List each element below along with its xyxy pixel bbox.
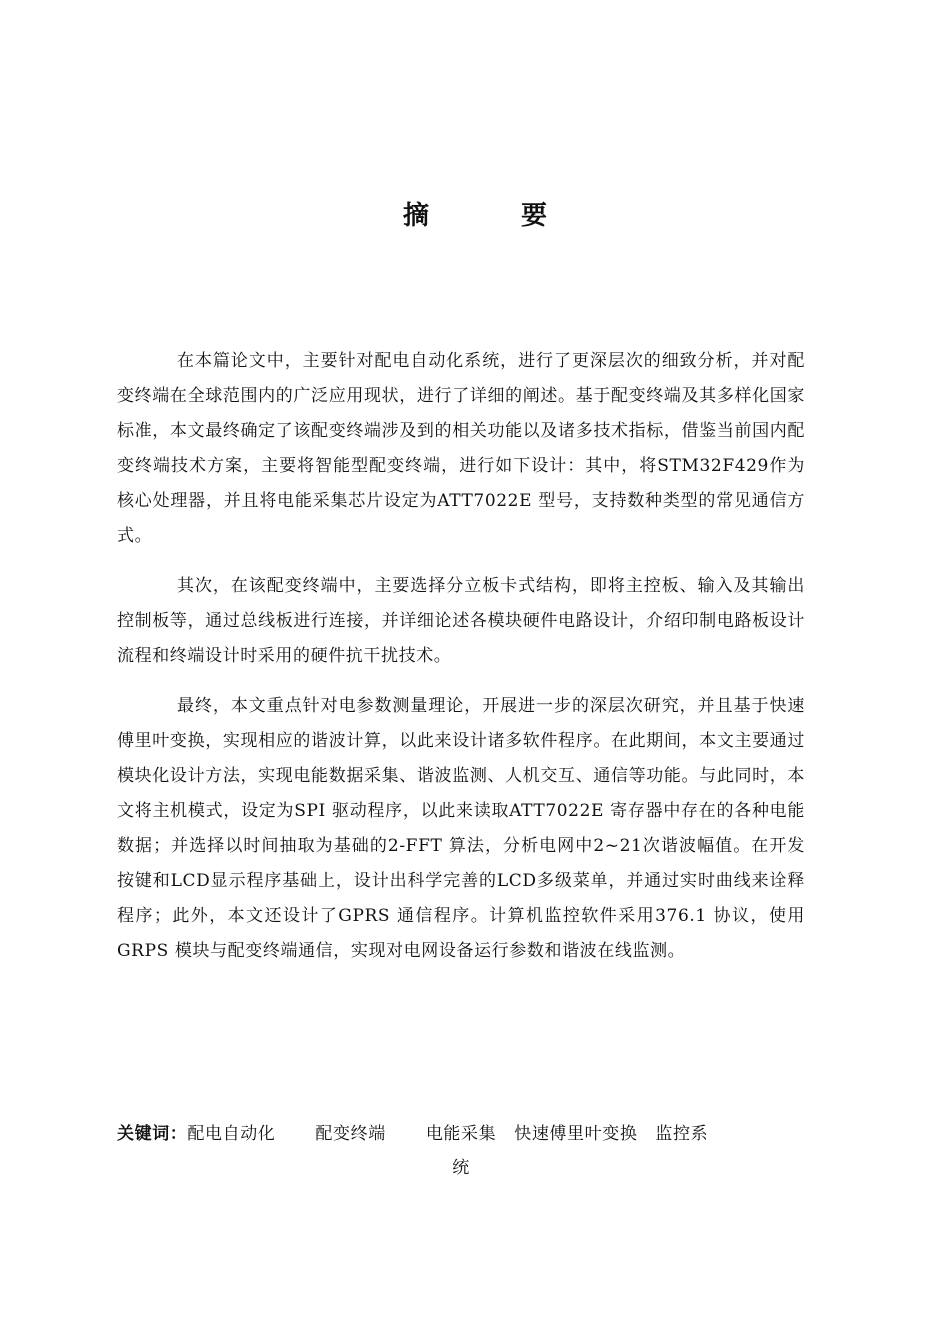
paragraph-3: 最终，本文重点针对电参数测量理论，开展进一步的深层次研究，并且基于快速傅里叶变换，实现相应的谐波计算，以此来设计诸多软件程序。在此期间，本文主要通过模块化设计方法，实现电能数据采集、谐波监测、人机交互、通信等功能。与此同时，本文将主机模式，设定为SPI 驱动程序，以此来读取ATT7022E 寄存器中存在的各种电能数据；并选择以时间抽取为基础的2-FFT 算法，分析电网中2~21次谐波幅值。在开发按键和LCD显示程序基础上，设计出科学完善的LCD多级菜单，并通过实时曲线来诠释程序；此外，本文还设计了GPRS 通信程序。计算机监控软件采用376.1 协议，使用GRPS 模块与配变终端通信，实现对电网设备运行参数和谐波在线监测。 bbox=[117, 696, 805, 961]
paragraph-2: 其次，在该配变终端中，主要选择分立板卡式结构，即将主控板、输入及其输出控制板等，通过总线板进行连接，并详细论述各模块硬件电路设计，介绍印制电路板设计流程和终端设计时采用的硬件抗干扰技术。 bbox=[117, 576, 805, 666]
keyword-item: 配电自动化 bbox=[187, 1124, 276, 1144]
title-char-2: 要 bbox=[521, 201, 548, 231]
keywords-line bbox=[117, 1117, 805, 1185]
paragraph-1: 在本篇论文中，主要针对配电自动化系统，进行了更深层次的细致分析，并对配变终端在全球范围内的广泛应用现状，进行了详细的阐述。基于配变终端及其多样化国家标准，本文最终确定了该配变终端涉及到的相关功能以及诸多技术指标，借鉴当前国内配变终端技术方案，主要将智能型配变终端，进行如下设计：其中，将STM32F429作为核心处理器，并且将电能采集芯片设定为ATT7022E 型号，支持数种类型的常见通信方式。 bbox=[117, 351, 805, 546]
page-title bbox=[0, 196, 950, 236]
keyword-item: 快速傅里叶变换 bbox=[514, 1124, 638, 1144]
keywords-label: 关键词： bbox=[117, 1124, 188, 1144]
keyword-item: 监控系 bbox=[655, 1124, 709, 1144]
keyword-item: 电能采集 bbox=[425, 1124, 497, 1144]
keyword-item: 配变终端 bbox=[315, 1124, 386, 1144]
keyword-item-continuation: 统 bbox=[452, 1158, 470, 1178]
title-char-1: 摘 bbox=[402, 201, 429, 231]
abstract-body bbox=[117, 344, 805, 984]
